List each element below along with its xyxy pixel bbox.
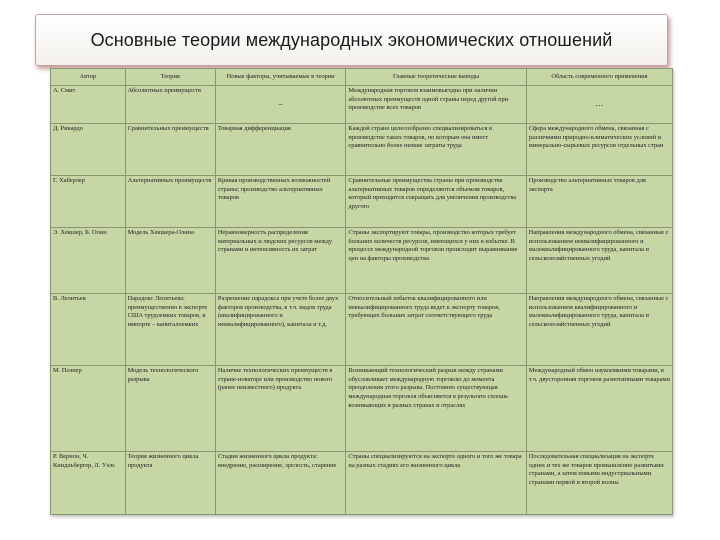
cell-conclusions: Каждой стране целесообразно специализироваться в производстве таких товаров, по которым она имеет сравнительно более низкие затраты труда <box>346 124 526 176</box>
cell-conclusions: Международная торговля взаимовыгодна при наличии абсолютных преимуществ одной страны перед другой при производстве всех товаров <box>346 86 526 124</box>
table-row <box>51 366 673 452</box>
cell-conclusions: Относительный избыток квалифицированного или неквалифицированного труда ведет к экспорту товаров, требующих больших затрат соответствующего труда <box>346 294 526 366</box>
table-row <box>51 176 673 228</box>
cell-application: Направления международного обмена, связанные с использованием квалифицированного и малоквалифицированного труда, капитала и сельскохозяйственных угодий <box>526 294 672 366</box>
cell-factors: Наличие технологических преимуществ в стране-новаторе или производство нового (ранее неизвестного) продукта <box>215 366 346 452</box>
cell-application: Направления международного обмена, связанные с использованием неквалифицированного и малоквалифицированного труда, капитала и сельскохозяйственных угодий <box>526 228 672 294</box>
cell-theory: Сравнительных преимуществ <box>125 124 215 176</box>
cell-factors: Стадии жизненного цикла продукта: внедрение, расширение, зрелость, старение <box>215 452 346 515</box>
cell-conclusions: Возникающий технологический разрыв между странами обусловливает международную торговлю до момента преодоления этого разрыва. Постоянно существующая международная торговля объясняется в результате сплошь возникающих в разных странах и отраслях <box>346 366 526 452</box>
cell-factors: Разрешение парадокса при учете более двух факторов производства, в т.ч. видов труда (квалифицированного и неквалифицированного), капитала и т.д. <box>215 294 346 366</box>
cell-theory: Абсолютных преимуществ <box>125 86 215 124</box>
cell-factors: Товарная дифференциация <box>215 124 346 176</box>
column-header-conclusions: Главные теоретические выводы <box>346 69 526 86</box>
column-header-application: Область современного применения <box>526 69 672 86</box>
cell-author: Э. Хекшер, Б. Олин <box>51 228 126 294</box>
theories-table <box>50 68 673 515</box>
cell-application: Международный обмен наукоемкими товарами, в т.ч. двусторонняя торговля разнотипными товарами <box>526 366 672 452</box>
cell-application: Сфера международного обмена, связанная с различиями природно-климатических условий и минерально-сырьевых ресурсов отдельных стран <box>526 124 672 176</box>
cell-theory: Модель Хекшера-Олина <box>125 228 215 294</box>
theories-table-container <box>50 68 673 515</box>
cell-application: … <box>526 86 672 124</box>
cell-author: Р. Вернон, Ч. Киндльбергер, Л. Уэлс <box>51 452 126 515</box>
cell-theory: Модель технологического разрыва <box>125 366 215 452</box>
column-header-theory: Теория <box>125 69 215 86</box>
cell-application: Производство альтернативных товаров для экспорта <box>526 176 672 228</box>
cell-factors: Кривая производственных возможностей страны; производство альтернативных товаров <box>215 176 346 228</box>
cell-conclusions: Страны экспортируют товары, производство которых требует больших количеств ресурсов, имеющихся у них в избытке. В процессе международной торговли происходит выравнивание цен на факторы производства <box>346 228 526 294</box>
cell-conclusions: Сравнительные преимущества страны при производстве альтернативных товаров определяются объемом товаров, который приходится сокращать для увеличения производства другого <box>346 176 526 228</box>
cell-author: А. Смит <box>51 86 126 124</box>
cell-theory: Парадокс Леонтьева: преимущественно в экспорте США трудоемких товаров, в импорте – капиталоемких <box>125 294 215 366</box>
table-header-row <box>51 69 673 86</box>
cell-application: Последовательная специализация на экспорте одних и тех же товаров промышленно развитыми странами, а затем новыми индустриальными странами первой и второй волны <box>526 452 672 515</box>
column-header-factors: Новые факторы, учитываемые в теории <box>215 69 346 86</box>
table-row <box>51 294 673 366</box>
cell-theory: Теория жизненного цикла продукта <box>125 452 215 515</box>
cell-factors: – <box>215 86 346 124</box>
cell-author: М. Познер <box>51 366 126 452</box>
table-row <box>51 124 673 176</box>
cell-factors: Неравномерность распределения материальных и людских ресурсов между странами и интенсивность их затрат <box>215 228 346 294</box>
table-row <box>51 228 673 294</box>
cell-theory: Альтернативных преимуществ <box>125 176 215 228</box>
title-box <box>35 14 668 66</box>
table-row <box>51 452 673 515</box>
cell-author: Д. Рикардо <box>51 124 126 176</box>
cell-author: В. Леонтьев <box>51 294 126 366</box>
cell-conclusions: Страны специализируются на экспорте одного и того же товара на разных стадиях его жизненного цикла <box>346 452 526 515</box>
page-title: Основные теории международных экономических отношений <box>90 29 613 50</box>
cell-author: Г. Хаберлер <box>51 176 126 228</box>
column-header-author: Автор <box>51 69 126 86</box>
table-row <box>51 86 673 124</box>
